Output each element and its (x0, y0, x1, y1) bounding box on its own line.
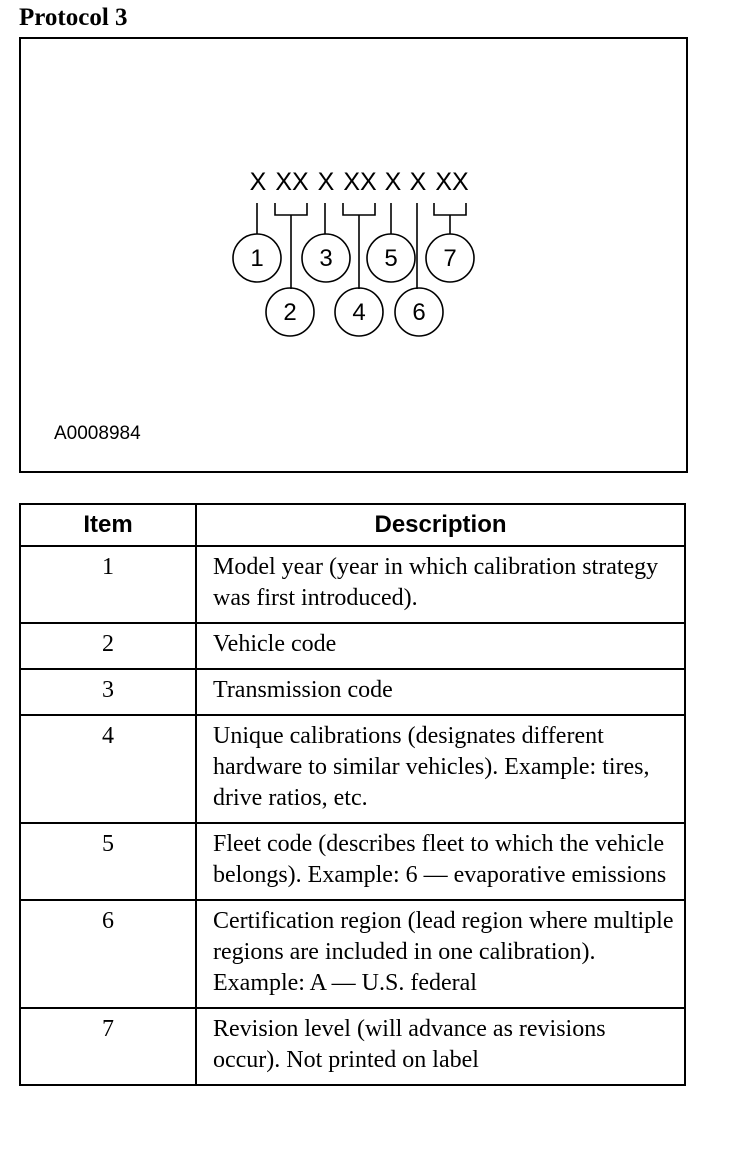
bracket-4 (343, 203, 375, 215)
table-row (20, 669, 685, 715)
bracket-2 (275, 203, 307, 215)
item-description: Model year (year in which calibration strategy was first introduced). (196, 546, 685, 623)
table-row (20, 1008, 685, 1085)
callout-label-2: 2 (283, 299, 297, 326)
callout-label-7: 7 (443, 245, 457, 272)
page-title: Protocol 3 (19, 4, 128, 31)
item-description: Fleet code (describes fleet to which the vehicle belongs). Example: 6 — evaporative emissions (196, 823, 685, 900)
table-row (20, 546, 685, 623)
figure-id: A0008984 (54, 423, 141, 444)
description-table (19, 503, 686, 1086)
code-group-3: X (317, 168, 335, 196)
callout-label-3: 3 (319, 245, 333, 272)
table-header-row (20, 504, 685, 546)
column-header-item: Item (20, 504, 196, 546)
code-group-1: X (249, 168, 267, 196)
table-row (20, 623, 685, 669)
callout-label-6: 6 (412, 299, 426, 326)
diagram-figure (19, 37, 688, 473)
table-row (20, 823, 685, 900)
code-group-6: X (409, 168, 427, 196)
item-number: 6 (20, 900, 196, 1008)
callout-label-1: 1 (250, 245, 264, 272)
code-diagram (21, 39, 686, 471)
item-description: Revision level (will advance as revisions occur). Not printed on label (196, 1008, 685, 1085)
code-group-7: XX (435, 168, 469, 196)
item-description: Vehicle code (196, 623, 685, 669)
callout-label-5: 5 (384, 245, 398, 272)
code-group-2: XX (275, 168, 309, 196)
code-group-4: XX (343, 168, 377, 196)
bracket-7 (434, 203, 466, 215)
code-group-5: X (384, 168, 402, 196)
table-row (20, 715, 685, 823)
table-row (20, 900, 685, 1008)
item-number: 4 (20, 715, 196, 823)
item-description: Unique calibrations (designates different hardware to similar vehicles). Example: tires, drive ratios, etc. (196, 715, 685, 823)
item-description: Certification region (lead region where multiple regions are included in one calibration). Example: A — U.S. federal (196, 900, 685, 1008)
item-number: 2 (20, 623, 196, 669)
item-description: Transmission code (196, 669, 685, 715)
item-number: 1 (20, 546, 196, 623)
item-number: 3 (20, 669, 196, 715)
column-header-description: Description (196, 504, 685, 546)
callout-label-4: 4 (352, 299, 366, 326)
item-number: 7 (20, 1008, 196, 1085)
item-number: 5 (20, 823, 196, 900)
